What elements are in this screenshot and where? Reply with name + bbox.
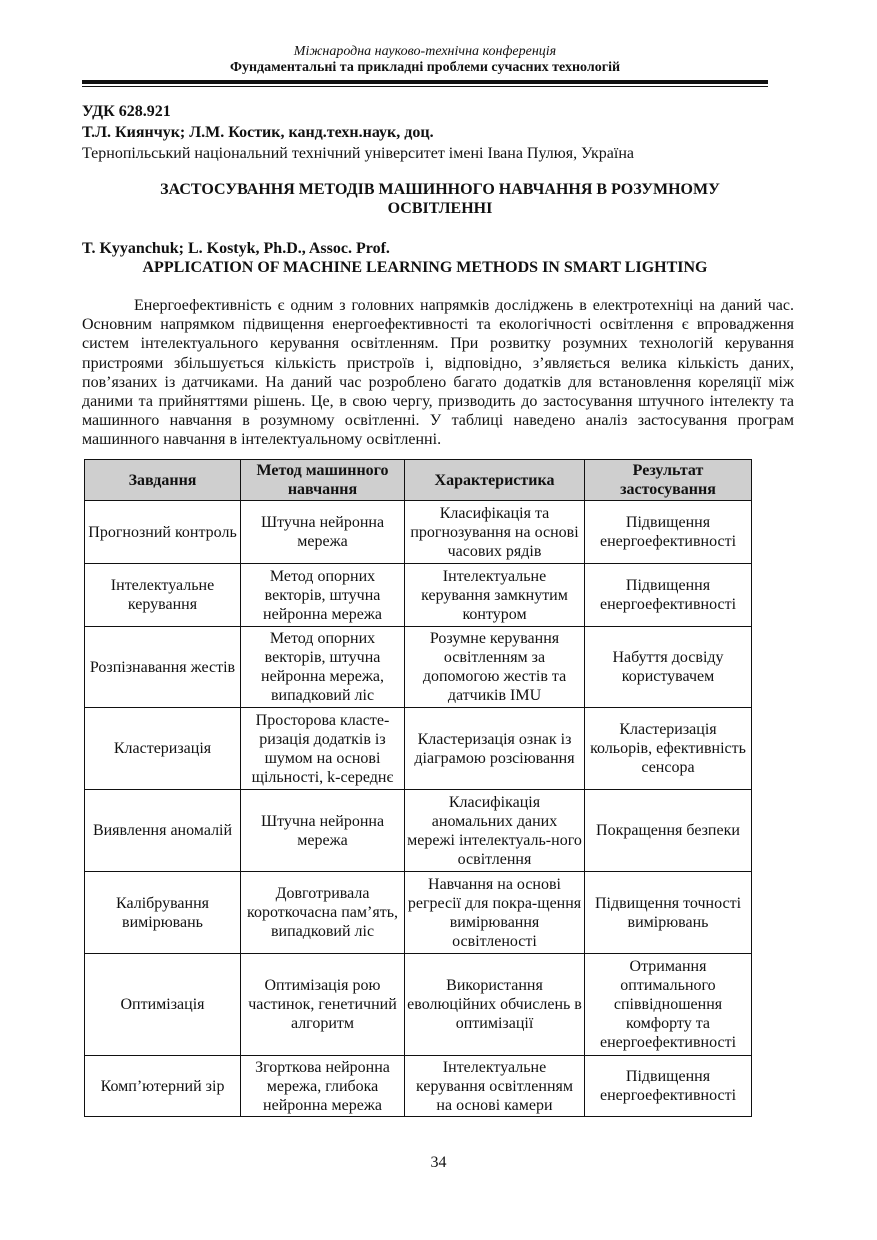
cell-task: Комп’ютерний зір	[85, 1056, 241, 1117]
cell-result: Отримання оптимального співвідношення комфорту та енергоефективності	[585, 954, 752, 1056]
cell-task: Оптимізація	[85, 954, 241, 1056]
cell-result: Підвищення енергоефективності	[585, 564, 752, 627]
table-row	[85, 872, 752, 954]
table-row	[85, 501, 752, 564]
cell-task: Інтелектуальне керування	[85, 564, 241, 627]
udk-code: УДК 628.921	[82, 103, 171, 120]
cell-method: Просторова класте-ризація додатків із шумом на основі щільності, k-середнє	[241, 708, 405, 790]
page-number: 34	[430, 1154, 447, 1171]
conference-name: Міжнародна науково-технічна конференція	[293, 44, 557, 59]
cell-task: Розпізнавання жестів	[85, 627, 241, 708]
paper-title-ua: ЗАСТОСУВАННЯ МЕТОДІВ МАШИННОГО НАВЧАННЯ В РОЗУМНОМУ ОСВІТЛЕННІ	[160, 181, 720, 217]
header-result: Результат застосування	[585, 460, 752, 501]
cell-result: Кластеризація кольорів, ефективність сенсора	[585, 708, 752, 790]
cell-method: Штучна нейронна мережа	[241, 790, 405, 872]
table-row	[85, 1056, 752, 1117]
cell-method: Метод опорних векторів, штучна нейронна мережа	[241, 564, 405, 627]
conference-title: Фундаментальні та прикладні проблеми сучасних технологій	[229, 60, 621, 75]
authors-ua: Т.Л. Киянчук; Л.М. Костик, канд.техн.наук, доц.	[82, 124, 434, 141]
cell-characteristic: Класифікація та прогнозування на основі часових рядів	[405, 501, 585, 564]
cell-characteristic: Інтелектуальне керування замкнутим контуром	[405, 564, 585, 627]
cell-characteristic: Класифікація аномальних даних мережі інтелектуаль-ного освітлення	[405, 790, 585, 872]
cell-characteristic: Розумне керування освітленням за допомогою жестів та датчиків IMU	[405, 627, 585, 708]
cell-result: Підвищення точності вимірювань	[585, 872, 752, 954]
authors-en: T. Kyyanchuk; L. Kostyk, Ph.D., Assoc. Prof.	[82, 240, 390, 257]
cell-result: Підвищення енергоефективності	[585, 501, 752, 564]
cell-characteristic: Інтелектуальне керування освітленням на основі камери	[405, 1056, 585, 1117]
header-rule-thick	[82, 80, 768, 84]
cell-result: Покращення безпеки	[585, 790, 752, 872]
cell-result: Підвищення енергоефективності	[585, 1056, 752, 1117]
table-header-row	[85, 460, 752, 501]
cell-task: Прогнозний контроль	[85, 501, 241, 564]
cell-result: Набуття досвіду користувачем	[585, 627, 752, 708]
table-row	[85, 708, 752, 790]
page-header	[82, 44, 768, 76]
cell-method: Довготривала короткочасна пам’ять, випадковий ліс	[241, 872, 405, 954]
cell-task: Виявлення аномалій	[85, 790, 241, 872]
abstract-paragraph: Енергоефективність є одним з головних напрямків досліджень в електротехніці на даний час. Основним напрямком підвищення енергоефективності та екологічності освітлення є впровадження систем інтелектуального керування освітленням. При розвитку розумних технологій керування пристроями збільшується кількість пристроїв і, відповідно, з’являється велика кількість даних, пов’язаних із датчиками. На даний час розроблено багато додатків для встановлення кореляції між даними та прийняттями рішень. Це, в свою чергу, призводить до застосування штучного інтелекту та машинного навчання в розумному освітленні. У таблиці наведено аналіз застосування програм машинного навчання в інтелектуальному освітленні.	[82, 297, 794, 449]
cell-method: Згорткова нейронна мережа, глибока нейронна мережа	[241, 1056, 405, 1117]
paper-title-en: APPLICATION OF MACHINE LEARNING METHODS IN SMART LIGHTING	[142, 259, 708, 276]
cell-task: Калібрування вимірювань	[85, 872, 241, 954]
header-characteristic: Характеристика	[405, 460, 585, 501]
header-rule-thin	[82, 86, 768, 87]
ml-applications-table	[84, 459, 752, 1117]
table-row	[85, 954, 752, 1056]
table-row	[85, 790, 752, 872]
cell-characteristic: Використання еволюційних обчислень в оптимізації	[405, 954, 585, 1056]
table-row	[85, 564, 752, 627]
cell-task: Кластеризація	[85, 708, 241, 790]
cell-method: Оптимізація рою частинок, генетичний алгоритм	[241, 954, 405, 1056]
header-method: Метод машинного навчання	[241, 460, 405, 501]
table-row	[85, 627, 752, 708]
cell-characteristic: Кластеризація ознак із діаграмою розсіювання	[405, 708, 585, 790]
header-task: Завдання	[85, 460, 241, 501]
affiliation: Тернопільський національний технічний університет імені Івана Пулюя, Україна	[82, 145, 634, 162]
cell-method: Штучна нейронна мережа	[241, 501, 405, 564]
cell-characteristic: Навчання на основі регресії для покра-щення вимірювання освітленості	[405, 872, 585, 954]
cell-method: Метод опорних векторів, штучна нейронна мережа, випадковий ліс	[241, 627, 405, 708]
